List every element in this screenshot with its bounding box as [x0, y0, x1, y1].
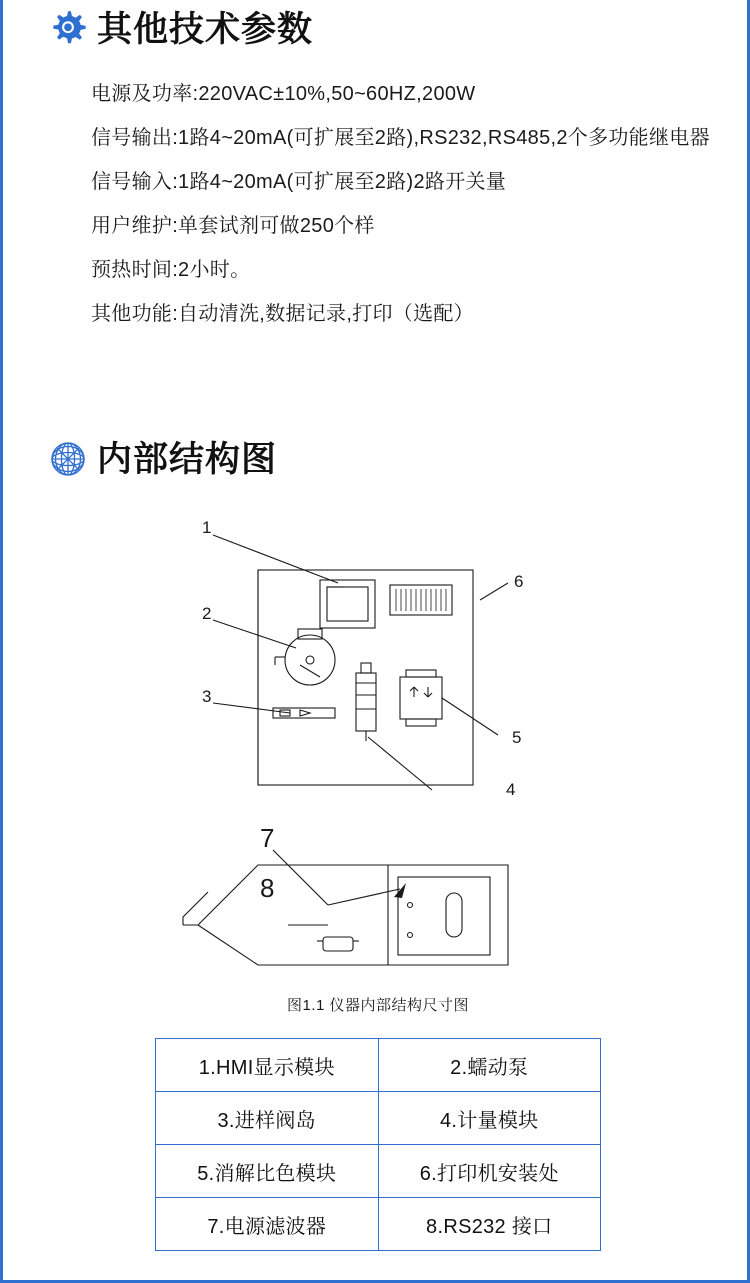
table-row: [156, 1039, 601, 1092]
legend-cell: 6.打印机安装处: [378, 1145, 601, 1198]
list-item: 电源及功率:220VAC±10%,50~60HZ,200W: [91, 83, 476, 105]
legend-cell: 4.计量模块: [378, 1092, 601, 1145]
legend-cell: 2.蠕动泵: [378, 1039, 601, 1092]
diagram-svg: [28, 505, 728, 985]
table-row: [156, 1092, 601, 1145]
callout-1: 1: [202, 518, 212, 537]
legend-table: [155, 1038, 601, 1251]
legend-cell: 1.HMI显示模块: [156, 1039, 379, 1092]
callout-8: 8: [260, 873, 275, 903]
list-item: 信号输入:1路4~20mA(可扩展至2路)2路开关量: [91, 171, 507, 193]
legend-cell: 8.RS232 接口: [378, 1198, 601, 1251]
page-title-specs: 其他技术参数: [97, 9, 314, 49]
callout-2: 2: [202, 604, 212, 623]
callout-4: 4: [506, 780, 516, 799]
table-row: [156, 1145, 601, 1198]
list-item: 信号输出:1路4~20mA(可扩展至2路),RS232,RS485,2个多功能继电器: [91, 127, 710, 149]
callout-5: 5: [512, 728, 522, 747]
diagram-caption: 图1.1 仪器内部结构尺寸图: [286, 997, 470, 1014]
table-row: [156, 1198, 601, 1251]
section-heading-specs: [3, 10, 313, 48]
callout-3: 3: [202, 687, 212, 706]
legend-cell: 3.进样阀岛: [156, 1092, 379, 1145]
list-item: 预热时间:2小时。: [91, 259, 251, 281]
spec-list: [91, 72, 711, 336]
callout-6: 6: [514, 572, 524, 591]
list-item: 其他功能:自动清洗,数据记录,打印（选配）: [91, 303, 474, 325]
legend-cell: 5.消解比色模块: [156, 1145, 379, 1198]
list-item: 用户维护:单套试剂可做250个样: [91, 215, 375, 237]
callout-7: 7: [260, 823, 275, 853]
gear-icon: [49, 10, 87, 48]
legend-cell: 7.电源滤波器: [156, 1198, 379, 1251]
section-heading-structure: [3, 440, 277, 478]
page-title-structure: 内部结构图: [97, 439, 278, 479]
globe-icon: [49, 440, 87, 478]
internal-structure-diagram: [3, 505, 750, 1015]
